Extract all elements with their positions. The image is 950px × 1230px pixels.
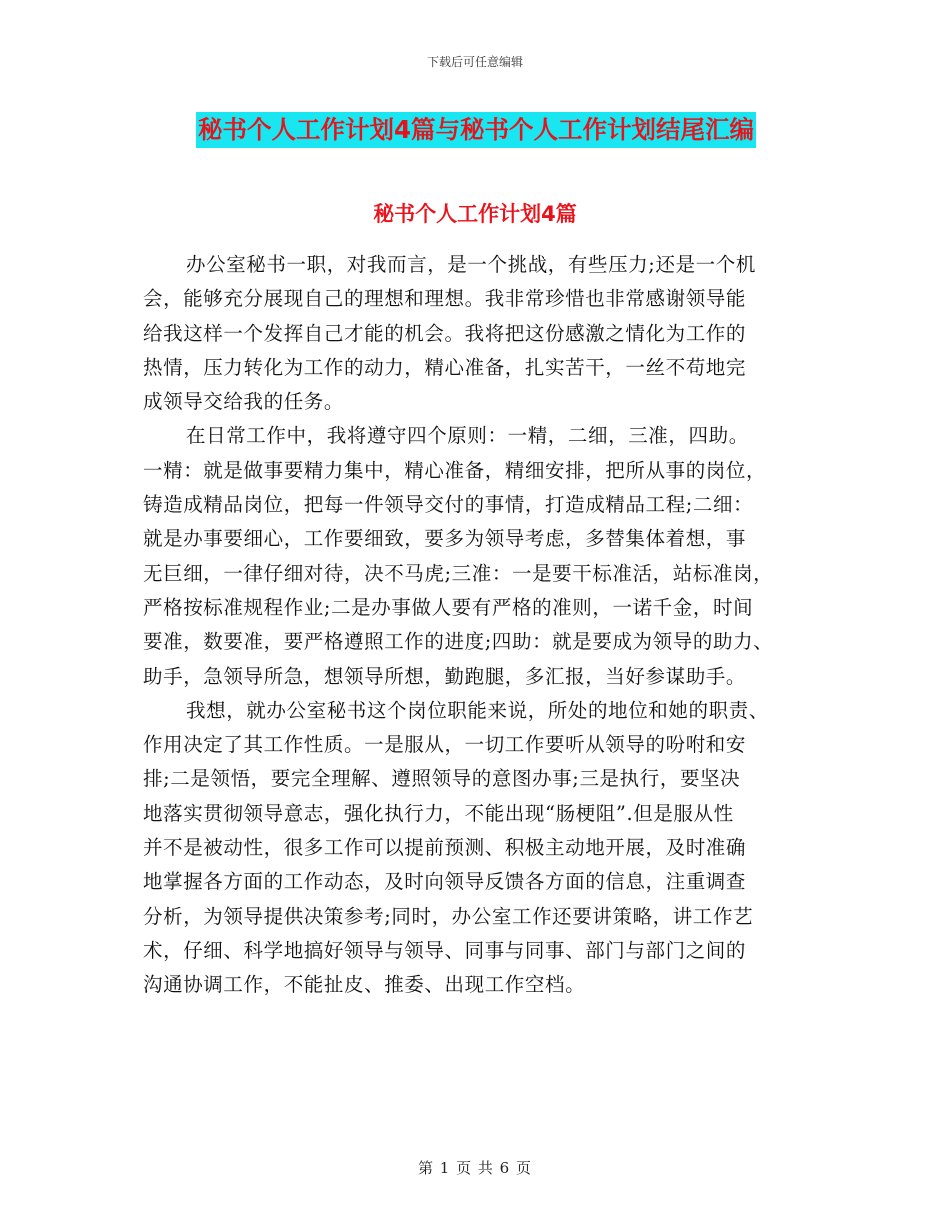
paragraph-line: 会，能够充分展现自己的理想和理想。我非常珍惜也非常感谢领导能 <box>143 287 747 311</box>
header-note: 下载后可任意编辑 <box>426 55 523 69</box>
paragraph-line: 严格按标准规程作业;二是办事做人要有严格的准则，一诺千金，时间 <box>143 595 754 619</box>
paragraph-line: 排;二是领悟，要完全理解、遵照领导的意图办事;三是执行，要坚决 <box>143 767 741 791</box>
paragraph-line: 一精：就是做事要精力集中，精心准备，精细安排，把所从事的岗位， <box>143 458 767 482</box>
document-title: 秘书个人工作计划4篇与秘书个人工作计划结尾汇编 <box>196 112 756 148</box>
paragraph-line: 热情，压力转化为工作的动力，精心准备，扎实苦干，一丝不苟地完 <box>143 355 747 379</box>
paragraph-line: 术，仔细、科学地搞好领导与领导、同事与同事、部门与部门之间的 <box>143 938 747 962</box>
body-text <box>143 248 823 1003</box>
paragraph-line: 就是办事要细心，工作要细致，要多为领导考虑，多替集体着想，事 <box>143 527 747 551</box>
paragraph-line: 助手，急领导所急，想领导所想，勤跑腿，多汇报，当好参谋助手。 <box>143 664 747 688</box>
section-title: 秘书个人工作计划4篇 <box>373 202 577 226</box>
paragraph-line: 铸造成精品岗位，把每一件领导交付的事情，打造成精品工程;二细： <box>143 493 754 517</box>
paragraph-line: 沟通协调工作，不能扯皮、推委、出现工作空档。 <box>143 973 586 997</box>
paragraph-line: 并不是被动性，很多工作可以提前预测、积极主动地开展，及时准确 <box>143 836 747 860</box>
paragraph-line: 成领导交给我的任务。 <box>143 390 345 414</box>
paragraph-line: 办公室秘书一职，对我而言，是一个挑战，有些压力;还是一个机 <box>186 253 756 276</box>
paragraph-line: 地落实贯彻领导意志，强化执行力，不能出现“肠梗阻”.但是服从性 <box>143 801 734 825</box>
paragraph-line: 地掌握各方面的工作动态，及时向领导反馈各方面的信息，注重调查 <box>143 870 747 894</box>
page-footer: 第 1 页 共 6 页 <box>418 1159 532 1177</box>
paragraph-line: 分析，为领导提供决策参考;同时，办公室工作还要讲策略，讲工作艺 <box>143 904 754 928</box>
paragraph-line: 作用决定了其工作性质。一是服从，一切工作要听从领导的吩咐和安 <box>143 733 747 757</box>
paragraph-line: 无巨细，一律仔细对待，决不马虎;三准：一是要干标准活，站标准岗， <box>143 561 774 585</box>
paragraph-line: 要准，数要准，要严格遵照工作的进度;四助：就是要成为领导的助力、 <box>143 630 774 654</box>
paragraph-line: 给我这样一个发挥自己才能的机会。我将把这份感激之情化为工作的 <box>143 321 747 345</box>
paragraph-line: 在日常工作中，我将遵守四个原则：一精，二细，三准，四助。 <box>186 424 749 448</box>
paragraph-line: 我想，就办公室秘书这个岗位职能来说，所处的地位和她的职责、 <box>186 698 769 722</box>
